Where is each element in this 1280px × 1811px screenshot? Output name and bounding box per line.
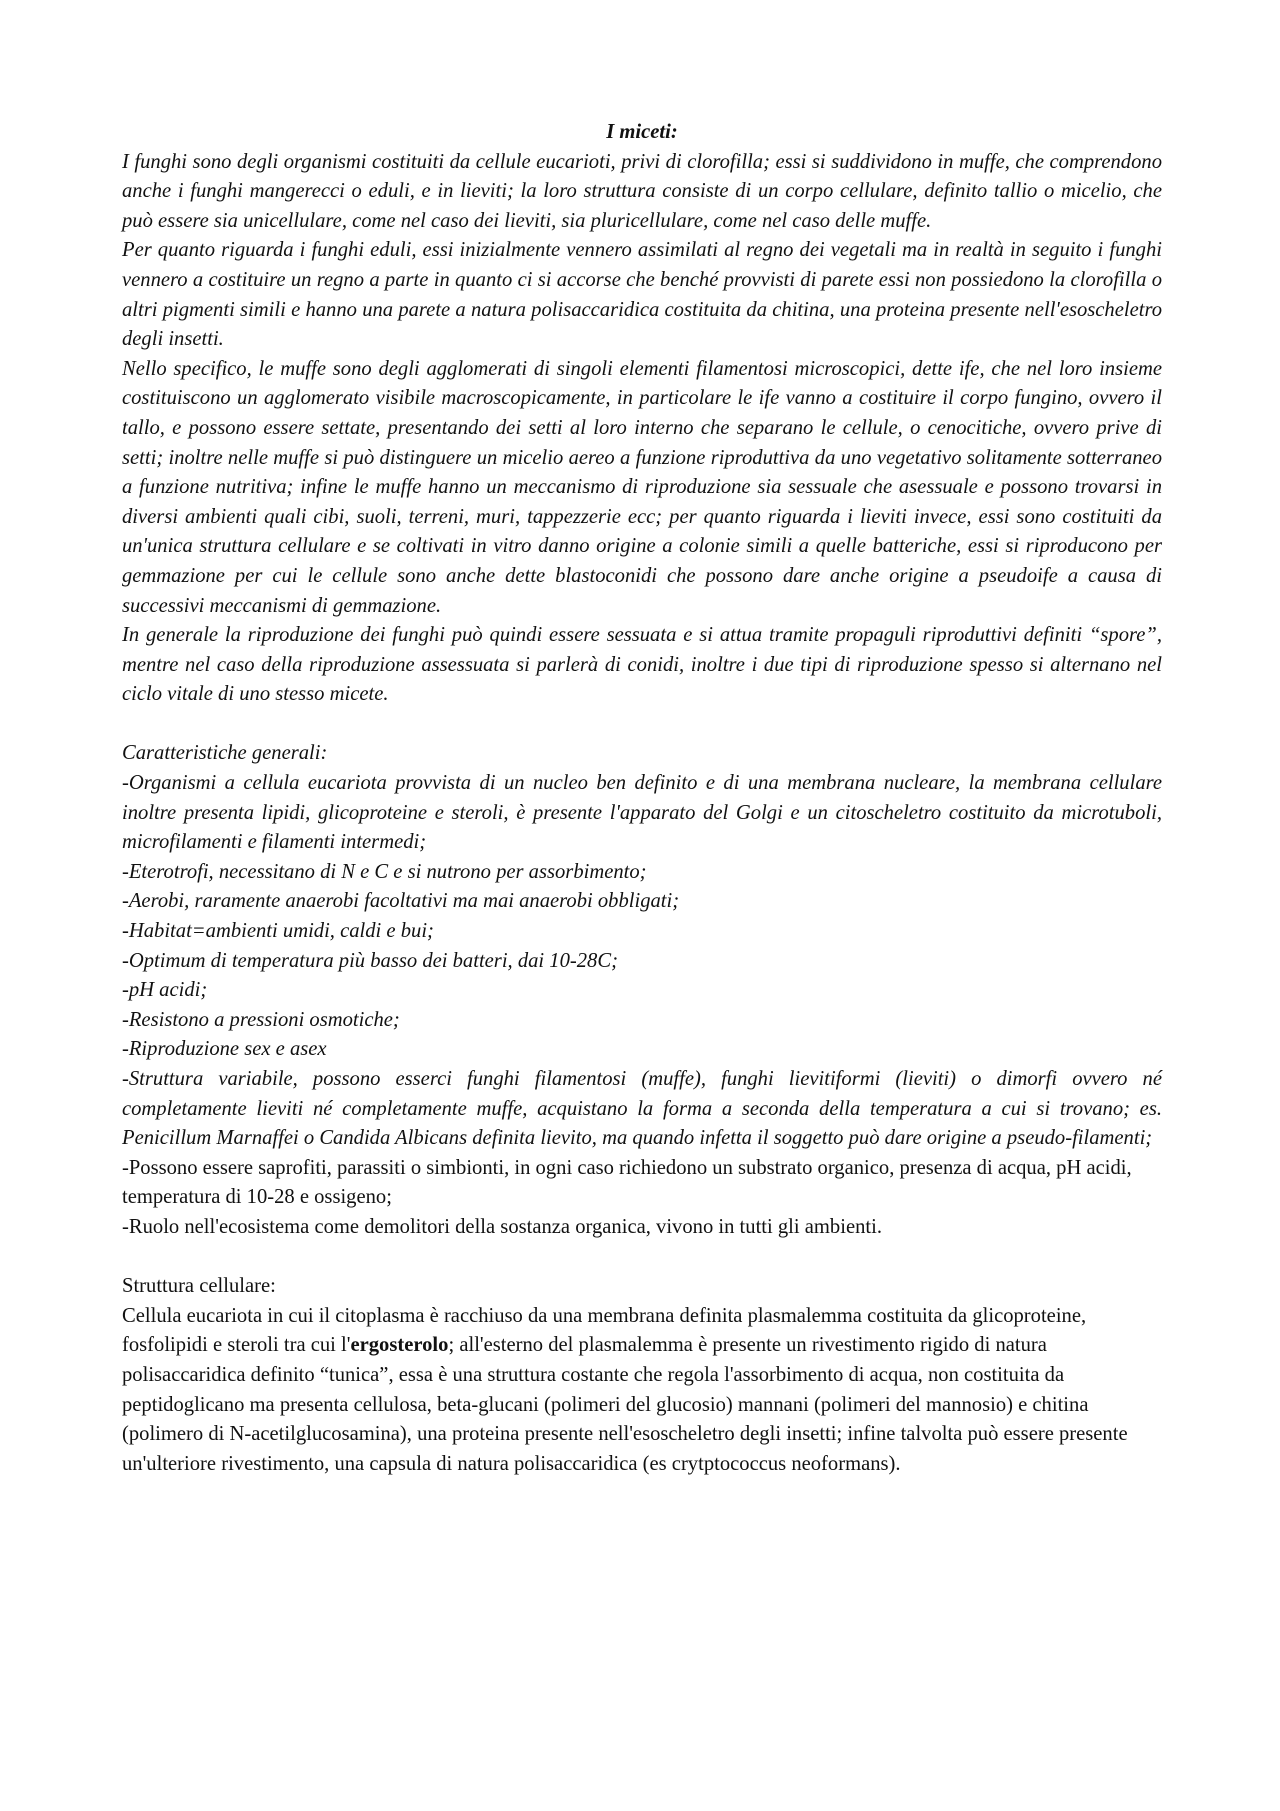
intro-paragraph-2: Per quanto riguarda i funghi eduli, essi inizialmente vennero assimilati al regno dei vegetali ma in realtà in seguito i funghi vennero a costituire un regno a parte in quanto ci si accorse che benché provvisti di parete essi non possiedono la clorofilla o altri pigmenti simili e hanno una parete a natura polisaccaridica costituita da chitina, una proteina presente nell'esoscheletro degli insetti.	[122, 239, 1162, 351]
cell-structure-heading: Struttura cellulare:	[122, 1275, 276, 1298]
document-page	[122, 118, 1162, 1479]
general-section	[122, 739, 1162, 1242]
cell-structure-paragraph	[122, 1302, 1162, 1480]
spacer	[122, 710, 1162, 740]
list-item: -Riproduzione sex e asex	[122, 1038, 327, 1061]
list-item: -Struttura variabile, possono esserci funghi filamentosi (muffe), funghi lievitiformi (lieviti) o dimorfi ovvero né completamente lieviti né completamente muffe, acquistano la forma a seconda della temperatura a cui si trovano; es. Penicillum Marnaffei o Candida Albicans definita lievito, ma quando infetta il soggetto può dare origine a pseudo-filamenti;	[122, 1068, 1162, 1150]
list-item: -Aerobi, raramente anaerobi facoltativi ma mai anaerobi obbligati;	[122, 890, 680, 913]
cell-text-before: Cellula eucariota in cui il citoplasma è racchiuso da una membrana definita plasmalemma costituita da glicoproteine, fosfolipidi e steroli tra cui l'	[122, 1304, 1087, 1357]
intro-section	[122, 148, 1162, 710]
list-item: -Eterotrofi, necessitano di N e C e si nutrono per assorbimento;	[122, 860, 647, 883]
general-heading: Caratteristiche generali:	[122, 742, 328, 765]
list-item: -Organismi a cellula eucariota provvista di un nucleo ben definito e di una membrana nucleare, la membrana cellulare inoltre presenta lipidi, glicoproteine e steroli, è presente l'apparato del Golgi e un citoscheletro costituito da microtuboli, microfilamenti e filamenti intermedi;	[122, 772, 1162, 854]
bold-term: ergosterolo	[350, 1334, 449, 1357]
page-title: I miceti:	[606, 121, 678, 143]
spacer	[122, 1243, 1162, 1273]
list-item: -Optimum di temperatura più basso dei batteri, dai 10-28C;	[122, 949, 618, 972]
list-item: -Habitat=ambienti umidi, caldi e bui;	[122, 920, 434, 943]
cell-text-after: ; all'esterno del plasmalemma è presente un rivestimento rigido di natura polisaccaridica definito “tunica”, essa è una struttura costante che regola l'assorbimento di acqua, non costituita da peptidoglicano ma presenta cellulosa, beta-glucani (polimeri del glucosio) mannani (polimeri del mannosio) e chitina (polimero di N-acetilglucosamina), una proteina presente nell'esoscheletro degli insetti; infine talvolta può essere presente un'ulteriore rivestimento, una capsula di natura polisaccaridica (es crytptococcus neoformans).	[122, 1334, 1128, 1475]
intro-paragraph-4: In generale la riproduzione dei funghi può quindi essere sessuata e si attua tramite propaguli riproduttivi definiti “spore”, mentre nel caso della riproduzione assessuata si parlerà di conidi, inoltre i due tipi di riproduzione spesso si alternano nel ciclo vitale di uno stesso micete.	[122, 624, 1162, 706]
cell-structure-section	[122, 1272, 1162, 1479]
list-item: -Resistono a pressioni osmotiche;	[122, 1008, 400, 1031]
list-item: -Ruolo nell'ecosistema come demolitori della sostanza organica, vivono in tutti gli ambienti.	[122, 1215, 882, 1238]
intro-paragraph-1: I funghi sono degli organismi costituiti da cellule eucarioti, privi di clorofilla; essi si suddividono in muffe, che comprendono anche i funghi mangerecci o eduli, e in lieviti; la loro struttura consiste di un corpo cellulare, definito tallio o micelio, che può essere sia unicellulare, come nel caso dei lieviti, sia pluricellulare, come nel caso delle muffe.	[122, 150, 1162, 232]
list-item: -Possono essere saprofiti, parassiti o simbionti, in ogni caso richiedono un substrato organico, presenza di acqua, pH acidi, temperatura di 10-28 e ossigeno;	[122, 1156, 1132, 1209]
intro-paragraph-3: Nello specifico, le muffe sono degli agglomerati di singoli elementi filamentosi microscopici, dette ife, che nel loro insieme costituiscono un agglomerato visibile macroscopicamente, in particolare le ife vanno a costituire il corpo fungino, ovvero il tallo, e possono essere settate, presentando dei setti al loro interno che separano le cellule, o cenocitiche, ovvero prive di setti; inoltre nelle muffe si può distinguere un micelio aereo a funzione riproduttiva da uno vegetativo solitamente sotterraneo a funzione nutritiva; infine le muffe hanno un meccanismo di riproduzione sia sessuale che asessuale e possono trovarsi in diversi ambienti quali cibi, suoli, terreni, muri, tappezzerie ecc; per quanto riguarda i lieviti invece, essi sono costituiti da un'unica struttura cellulare e se coltivati in vitro danno origine a colonie simili a quelle batteriche, essi si riproducono per gemmazione per cui le cellule sono anche dette blastoconidi che possono dare anche origine a pseudoife a causa di successivi meccanismi di gemmazione.	[122, 357, 1162, 617]
list-item: -pH acidi;	[122, 979, 208, 1002]
